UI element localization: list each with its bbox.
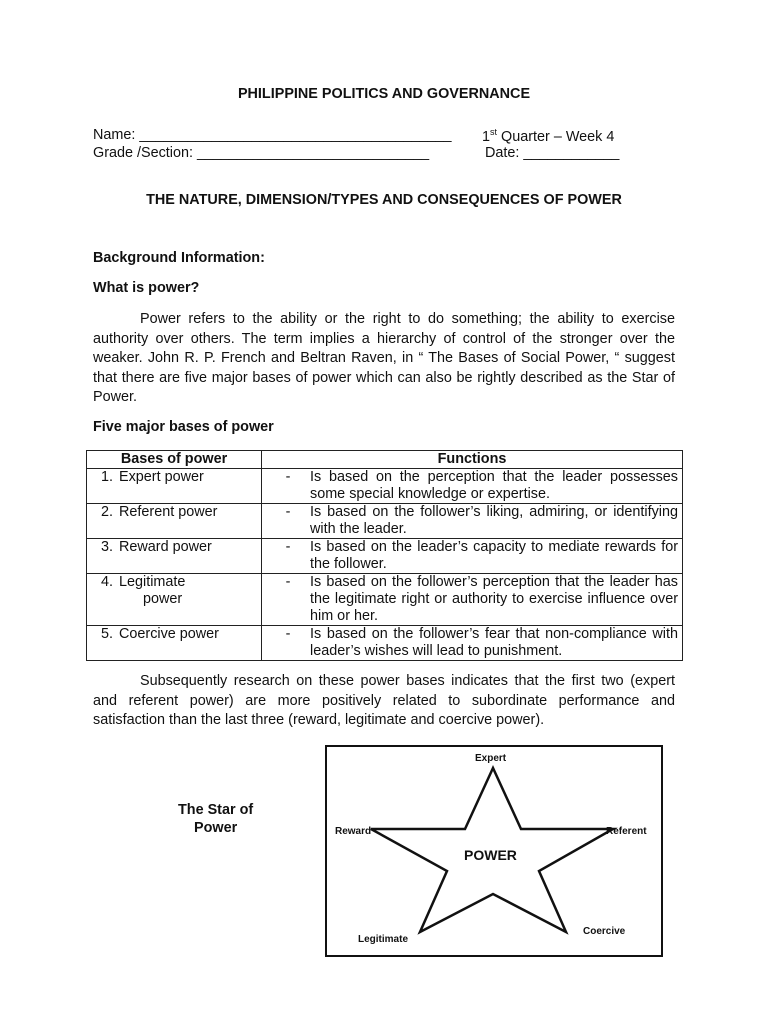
- power-definition-paragraph: Power refers to the ability or the right to do something; the ability to exercise authority over others. The term implies a hierarchy of control of the stronger over the weaker. John R. P. French and Beltran Raven, in “ The Bases of Social Power, “ suggest that there are five major bases of power which can also be rightly described as the Star of Power.: [93, 311, 675, 405]
- name-field: Name: _______________________________________: [93, 127, 452, 143]
- table-row: [87, 504, 683, 539]
- star-caption-line1: The Star of: [178, 802, 254, 818]
- header-functions: Functions: [262, 451, 683, 469]
- function-text: Is based on the follower’s perception that the leader has the legitimate right or authority to exercise influence over him or her.: [310, 574, 678, 624]
- quarter-label: [482, 127, 614, 145]
- label-referent: Referent: [606, 826, 647, 837]
- base-name: Referent power: [119, 504, 218, 520]
- base-name: Legitimate: [119, 574, 186, 590]
- function-text: Is based on the leader’s capacity to mediate rewards for the follower.: [310, 539, 678, 572]
- five-bases-heading: Five major bases of power: [93, 419, 274, 435]
- base-name-line2: power: [143, 591, 183, 607]
- table-row: [87, 626, 683, 661]
- bases-of-power-table: [86, 450, 683, 661]
- row-number: 5.: [100, 626, 113, 642]
- star-caption: [178, 801, 253, 837]
- base-name: Expert power: [119, 469, 204, 485]
- label-expert: Expert: [475, 753, 507, 764]
- function-cell: [262, 539, 683, 574]
- row-number: 2.: [100, 504, 113, 520]
- label-coercive: Coercive: [583, 926, 626, 937]
- dash: -: [285, 469, 291, 485]
- base-cell: [87, 469, 262, 504]
- dash: -: [285, 539, 291, 555]
- function-text: Is based on the follower’s liking, admiring, or identifying with the leader.: [310, 504, 678, 537]
- label-power-center: POWER: [464, 847, 517, 863]
- star-of-power-diagram: [325, 745, 663, 957]
- function-cell: [262, 574, 683, 626]
- label-reward: Reward: [335, 826, 372, 837]
- header-bases: Bases of power: [87, 451, 262, 469]
- dash: -: [285, 626, 291, 642]
- base-cell: [87, 626, 262, 661]
- function-cell: [262, 469, 683, 504]
- row-number: 4.: [100, 574, 113, 590]
- lesson-title: THE NATURE, DIMENSION/TYPES AND CONSEQUENCES OF POWER: [146, 192, 622, 208]
- quarter-text: Quarter – Week 4: [497, 129, 615, 145]
- dash: -: [285, 574, 291, 590]
- what-is-power-heading: What is power?: [93, 280, 200, 296]
- row-number: 3.: [100, 539, 113, 555]
- row-number: 1.: [100, 469, 113, 485]
- function-cell: [262, 504, 683, 539]
- quarter-suffix: st: [490, 127, 498, 137]
- base-cell: [87, 539, 262, 574]
- base-cell: [87, 504, 262, 539]
- function-text: Is based on the perception that the leader possesses some special knowledge or expertise.: [310, 469, 678, 502]
- table-header-row: [87, 451, 683, 469]
- function-text: Is based on the follower’s fear that non-compliance with leader’s wishes will lead to punishment.: [310, 626, 678, 659]
- course-title: PHILIPPINE POLITICS AND GOVERNANCE: [237, 86, 531, 102]
- quarter-number: 1: [482, 129, 491, 145]
- grade-section-field: Grade /Section: _____________________________: [93, 145, 430, 161]
- function-cell: [262, 626, 683, 661]
- base-cell: [87, 574, 262, 626]
- dash: -: [285, 504, 291, 520]
- table-row: [87, 539, 683, 574]
- base-name: Reward power: [119, 539, 212, 555]
- date-field: Date: ____________: [485, 145, 620, 161]
- table-row: [87, 574, 683, 626]
- table-row: [87, 469, 683, 504]
- label-legitimate: Legitimate: [358, 934, 409, 945]
- star-caption-line2: Power: [193, 820, 238, 836]
- background-heading: Background Information:: [93, 250, 265, 266]
- base-name: Coercive power: [119, 626, 219, 642]
- research-paragraph: Subsequently research on these power bases indicates that the first two (expert and referent power) are more positively related to subordinate performance and satisfaction than the last three (reward, legitimate and coercive power).: [93, 673, 675, 728]
